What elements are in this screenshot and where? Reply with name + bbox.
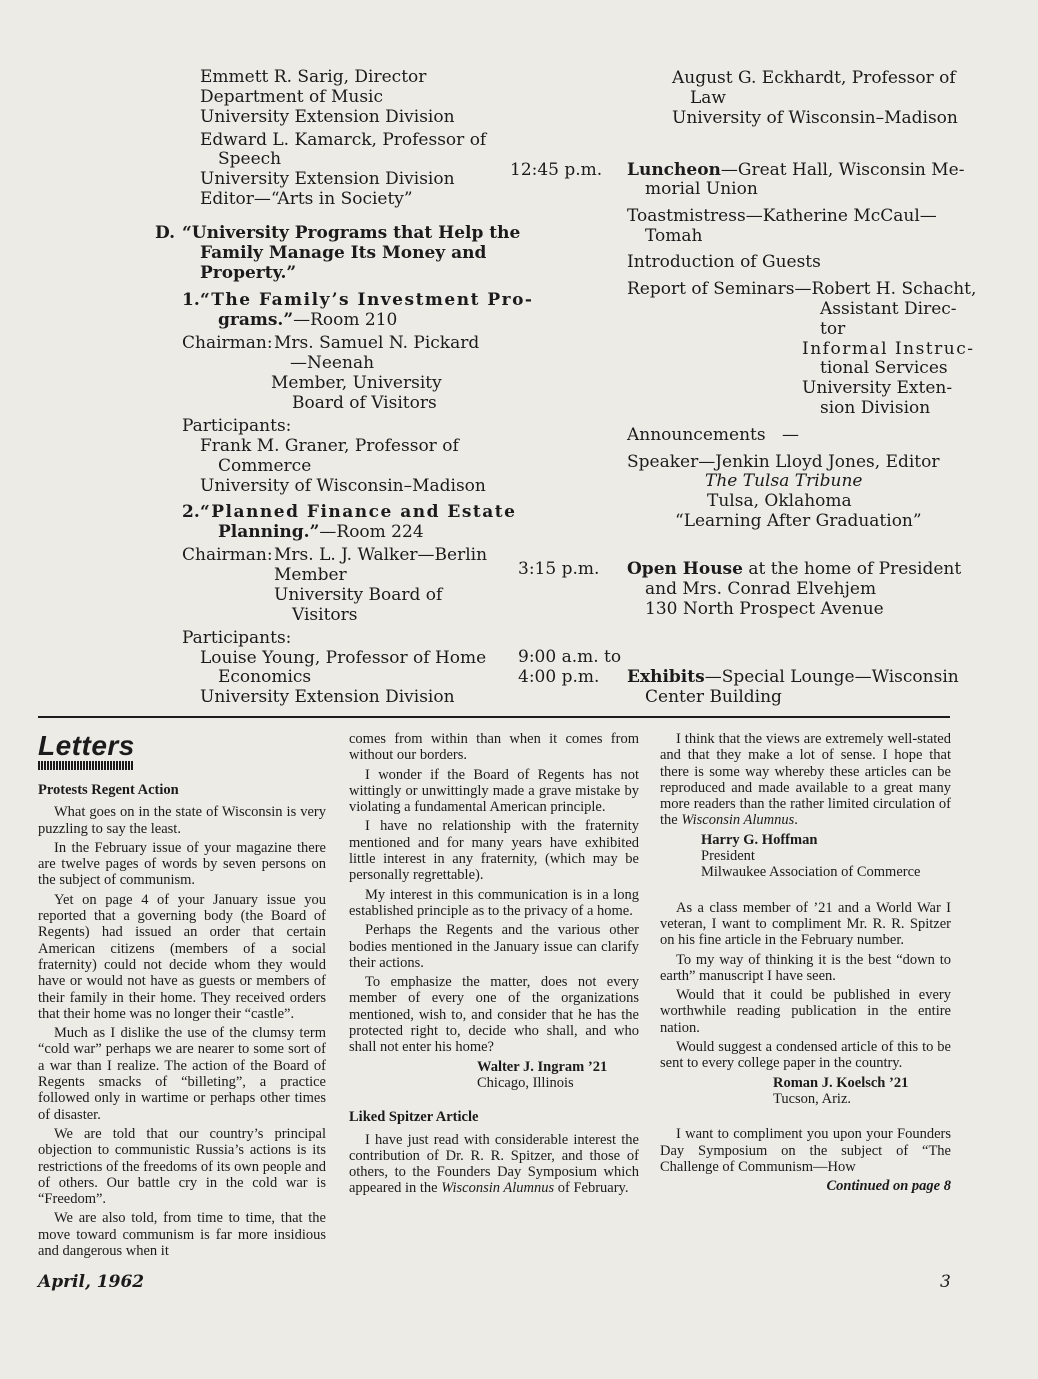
time-label: 9:00 a.m. to bbox=[518, 647, 622, 667]
letter-paragraph bbox=[349, 1132, 639, 1197]
program-line: Informal Instruc- bbox=[802, 339, 975, 359]
program-line: 130 North Prospect Avenue bbox=[645, 599, 884, 619]
letter-paragraph: Much as I dislike the use of the clumsy term “cold war” perhaps we are nearer to some sort of a war than I realize. The action of the Board of Regents smacks of “billeting”, a practice followed only in wartime or perhaps other times of disaster. bbox=[38, 1025, 326, 1123]
continued-note: Continued on page 8 bbox=[826, 1178, 951, 1195]
open-house-detail: at the home of President bbox=[742, 559, 962, 579]
participant-line: Economics bbox=[218, 667, 312, 687]
letter-paragraph: Perhaps the Regents and the various other bodies mentioned in the January issue can clarify their actions. bbox=[349, 922, 639, 971]
letter-signature bbox=[349, 1059, 639, 1092]
signature-location: Tucson, Ariz. bbox=[773, 1090, 852, 1107]
signature-name: Harry G. Hoffman bbox=[701, 831, 818, 848]
letter-signature bbox=[660, 1075, 951, 1108]
letter-signature bbox=[660, 832, 951, 881]
session-2-number: 2. bbox=[182, 502, 200, 522]
participant-line: Frank M. Graner, Professor of bbox=[200, 436, 459, 456]
program-line: Department of Music bbox=[200, 87, 383, 107]
participant-line: Louise Young, Professor of Home bbox=[200, 648, 487, 668]
page-number: 3 bbox=[940, 1272, 951, 1292]
program-line: tional Services bbox=[820, 358, 948, 378]
program-line: University of Wisconsin–Madison bbox=[672, 108, 958, 128]
program-line: Center Building bbox=[645, 687, 782, 707]
letter-paragraph: As a class member of ’21 and a World War I veteran, I want to compliment Mr. R. R. Spitzer on his fine article in the February number. bbox=[660, 899, 951, 949]
chairman-line: Member, University bbox=[271, 373, 442, 393]
issue-date: April, 1962 bbox=[38, 1272, 145, 1292]
letters-column-3 bbox=[660, 731, 951, 1194]
letter-paragraph: To my way of thinking it is the best “down to earth” manuscript I have seen. bbox=[660, 951, 951, 984]
signature-location: Chicago, Illinois bbox=[477, 1074, 574, 1091]
program-line: and Mrs. Conrad Elvehjem bbox=[645, 579, 877, 599]
letter-paragraph: I want to compliment you upon your Founders Day Symposium on the subject of “The Challenge of Communism—How bbox=[660, 1126, 951, 1175]
chairman-line: University Board of bbox=[274, 585, 443, 605]
letter-heading: Protests Regent Action bbox=[38, 782, 179, 798]
letter-paragraph: Would that it could be published in every worthwhile reading publication in the entire nation. bbox=[660, 987, 951, 1036]
program-line: Report of Seminars—Robert H. Schacht, bbox=[627, 279, 977, 299]
letter-text: I have just read with considerable interest the contribution of Dr. R. R. Spitzer, and those of others, to the Founders Day Symposium which appeared in the bbox=[349, 1131, 639, 1197]
letter-paragraph: Yet on page 4 of your January issue you reported that a governing body (the Board of Regents) had issued an order that certain American citizens (members of a social fraternity) could not decide whom they would have or would not have as guests or members of their family in their home. They received orders that their home was no longer their “castle”. bbox=[38, 891, 326, 1022]
chairman-line: Visitors bbox=[292, 605, 358, 625]
letter-text: I think that the views are extremely well-stated and that they make a lot of sense. I hope that there is some way whereby these articles can be reproduced and made available to a great many more readers than the rather limited circulation of the bbox=[660, 731, 951, 829]
session-1-number: 1. bbox=[182, 290, 200, 310]
program-line: Announcements bbox=[627, 425, 766, 445]
letters-title: Letters bbox=[38, 730, 135, 761]
luncheon-location: —Great Hall, Wisconsin Me- bbox=[720, 160, 965, 180]
session-2-title bbox=[218, 522, 424, 542]
program-line: sion Division bbox=[820, 398, 931, 418]
chairman-line: —Neenah bbox=[290, 353, 375, 373]
letter-paragraph: I have no relationship with the fraternity mentioned and for many years have exhibited little interest in any fraternity, (which may be personally regrettable). bbox=[349, 818, 639, 884]
session-2-title: “Planned Finance and Estate bbox=[200, 502, 517, 522]
signature-title: President bbox=[701, 848, 755, 865]
open-house-heading: Open House bbox=[627, 559, 743, 579]
program-line: University Exten- bbox=[802, 378, 953, 398]
participant-line: University Extension Division bbox=[200, 687, 455, 707]
letters-column-1 bbox=[38, 782, 326, 1262]
section-d-title: Property.” bbox=[200, 263, 297, 283]
publication-title: Wisconsin Alumnus bbox=[441, 1180, 555, 1197]
session-1-title-end: grams.” bbox=[218, 310, 294, 330]
program-line: Edward L. Kamarck, Professor of bbox=[200, 130, 487, 150]
open-house-line bbox=[627, 559, 961, 579]
letter-heading: Liked Spitzer Article bbox=[349, 1109, 479, 1126]
session-2-title-end: Planning.” bbox=[218, 522, 320, 542]
chairman-line: Member bbox=[274, 565, 347, 585]
program-line: Toastmistress—Katherine McCaul— bbox=[627, 206, 937, 226]
letter-paragraph bbox=[660, 731, 951, 829]
letter-paragraph: We are told that our country’s principal objection to communistic Russia’s actions is its restrictions of the freedoms of its own people and of others. Our battle cry in the cold war is “Freedom”. bbox=[38, 1125, 326, 1208]
session-1-title: “The Family’s Investment Pro- bbox=[200, 290, 534, 310]
letter-paragraph: To emphasize the matter, does not every member of every one of the organizations mentioned, wish to, and consider that he has the protected right to, decide who shall, and who shall not enter his home? bbox=[349, 974, 639, 1056]
participant-line: University of Wisconsin–Madison bbox=[200, 476, 486, 496]
letter-text: of February. bbox=[554, 1180, 629, 1197]
program-line: Tulsa, Oklahoma bbox=[707, 491, 852, 511]
luncheon-heading: Luncheon bbox=[627, 160, 721, 180]
newspaper-title: The Tulsa Tribune bbox=[705, 471, 863, 491]
letter-paragraph: I wonder if the Board of Regents has not wittingly or unwittingly made a grave mistake by violating a fundamental American principle. bbox=[349, 766, 639, 816]
letter-text: . bbox=[794, 812, 798, 829]
letter-paragraph: comes from within than when it comes from without our borders. bbox=[349, 731, 639, 764]
time-label: 4:00 p.m. bbox=[518, 667, 600, 687]
signature-organization: Milwaukee Association of Commerce bbox=[701, 864, 921, 881]
chairman-label: Chairman: bbox=[182, 545, 273, 565]
luncheon-line bbox=[627, 160, 964, 180]
publication-title: Wisconsin Alumnus bbox=[681, 812, 795, 829]
program-line: Speech bbox=[218, 149, 282, 169]
section-d-title: “University Programs that Help the bbox=[182, 223, 521, 243]
exhibits-heading: Exhibits bbox=[627, 667, 705, 687]
exhibits-location: —Special Lounge—Wisconsin bbox=[704, 667, 959, 687]
program-line: “Learning After Graduation” bbox=[675, 511, 922, 531]
participant-line: Commerce bbox=[218, 456, 312, 476]
participants-label: Participants: bbox=[182, 416, 292, 436]
letter-paragraph: What goes on in the state of Wisconsin is very puzzling to say the least. bbox=[38, 804, 326, 837]
letter-paragraph: In the February issue of your magazine there are twelve pages of words by seven persons on the subject of communism. bbox=[38, 839, 326, 889]
program-line: Assistant Direc- bbox=[820, 299, 957, 319]
time-label: 3:15 p.m. bbox=[518, 559, 600, 579]
chairman-name: Mrs. L. J. Walker—Berlin bbox=[274, 545, 488, 565]
chairman-line: Board of Visitors bbox=[292, 393, 437, 413]
time-label: 12:45 p.m. bbox=[510, 160, 603, 180]
section-d-title: Family Manage Its Money and bbox=[200, 243, 487, 263]
program-line: Emmett R. Sarig, Director bbox=[200, 67, 427, 87]
program-dash: — bbox=[782, 425, 799, 445]
program-line: Tomah bbox=[645, 226, 703, 246]
chairman-name: Mrs. Samuel N. Pickard bbox=[274, 333, 480, 353]
signature-name: Walter J. Ingram ’21 bbox=[477, 1058, 608, 1075]
exhibits-line bbox=[627, 667, 959, 687]
program-line: Law bbox=[690, 88, 726, 108]
program-line: University Extension Division bbox=[200, 107, 455, 127]
program-line: Introduction of Guests bbox=[627, 252, 821, 272]
program-line: August G. Eckhardt, Professor of bbox=[672, 68, 956, 88]
program-line: tor bbox=[820, 319, 846, 339]
program-line: Speaker—Jenkin Lloyd Jones, Editor bbox=[627, 452, 940, 472]
session-1-title bbox=[218, 310, 397, 330]
letters-title-rule bbox=[38, 761, 134, 770]
letter-paragraph: My interest in this communication is in a long established principle as to the privacy of a home. bbox=[349, 886, 639, 919]
section-d-label: D. bbox=[155, 223, 176, 243]
letters-column-2 bbox=[349, 731, 639, 1200]
program-line: Editor—“Arts in Society” bbox=[200, 189, 413, 209]
section-divider bbox=[38, 716, 950, 718]
session-2-room: —Room 224 bbox=[319, 522, 424, 542]
letter-paragraph: We are also told, from time to time, that the move toward communism is far more insidious and dangerous when it bbox=[38, 1210, 326, 1260]
session-1-room: —Room 210 bbox=[293, 310, 398, 330]
program-line: morial Union bbox=[645, 179, 758, 199]
signature-name: Roman J. Koelsch ’21 bbox=[773, 1074, 909, 1091]
program-line: University Extension Division bbox=[200, 169, 455, 189]
chairman-label: Chairman: bbox=[182, 333, 273, 353]
participants-label: Participants: bbox=[182, 628, 292, 648]
letter-paragraph: Would suggest a condensed article of this to be sent to every college paper in the country. bbox=[660, 1039, 951, 1072]
